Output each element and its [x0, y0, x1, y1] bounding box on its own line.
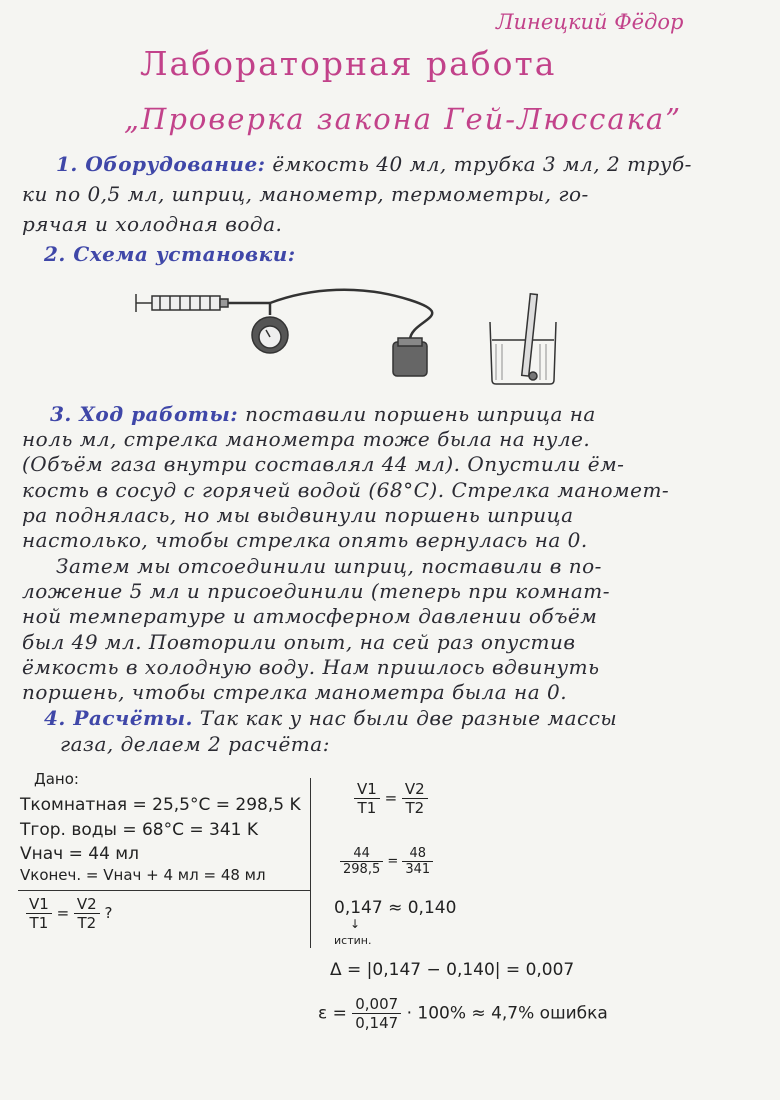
scheme-heading: 2. Схема установки: [44, 242, 296, 266]
title-line-1: Лабораторная работа [140, 44, 557, 83]
solution-formula: $\frac{V1}{T1}$ = $\frac{V2}{T2}$ [354, 780, 428, 817]
procedure-text-2: ноль мл, стрелка манометра тоже была на нуле. [22, 427, 591, 451]
equipment-text-2: ки по 0,5 мл, шприц, манометр, термометры, го- [22, 182, 589, 206]
given-divider [18, 890, 310, 891]
manometer-drawing [252, 303, 288, 353]
procedure-text-1: поставили поршень шприца на [245, 402, 596, 426]
given-v-start: Vнач = 44 мл [20, 844, 139, 864]
procedure-text-4: кость в сосуд с горячей водой (68°С). Стрелка маномет- [22, 478, 670, 502]
procedure-text-12: поршень, чтобы стрелка манометра была на 0. [22, 680, 568, 704]
author-name: Линецкий Фёдор [496, 10, 684, 34]
equipment-heading: 1. Оборудование: [56, 152, 266, 176]
equipment-line-1 [56, 152, 692, 176]
solution-true-label: истин. [334, 934, 372, 947]
given-t-hot: Tгор. воды = 68°C = 341 K [20, 820, 259, 840]
calculations-text-1: Так как у нас были две разные массы [199, 706, 618, 730]
apparatus-diagram [130, 280, 580, 390]
procedure-text-7: Затем мы отсоединили шприц, поставили в по- [56, 554, 602, 578]
solution-epsilon: ε = $\frac{0,007}{0,147}$ · 100% ≈ 4,7% ошибка [318, 995, 608, 1032]
calculations-heading: 4. Расчёты. [44, 706, 194, 730]
calculations-line-1 [44, 706, 617, 730]
title-line-2: „Проверка закона Гей-Люссака” [124, 102, 683, 136]
procedure-text-8: ложение 5 мл и присоединили (теперь при комнат- [22, 579, 610, 603]
procedure-text-11: ёмкость в холодную воду. Нам пришлось вдвинуть [22, 655, 600, 679]
procedure-text-5: ра поднялась, но мы выдвинули поршень шприца [22, 503, 574, 527]
solution-arrow: ↓ [350, 917, 361, 931]
procedure-text-3: (Объём газа внутри составлял 44 мл). Опустили ём- [22, 452, 625, 476]
solution-approx: 0,147 ≈ 0,140 [334, 898, 457, 918]
procedure-text-9: ной температуре и атмосферном давлении объём [22, 604, 598, 628]
given-t-room: Tкомнатная = 25,5°C = 298,5 K [20, 795, 301, 815]
given-v-end: Vконеч. = Vнач + 4 мл = 48 мл [20, 866, 266, 884]
given-label: Дано: [34, 770, 79, 788]
equipment-text-3: рячая и холодная вода. [22, 212, 283, 236]
given-formula: $\frac{V1}{T1}$ = $\frac{V2}{T2}$ ? [26, 895, 112, 932]
given-question: ? [104, 904, 113, 922]
procedure-line-1 [50, 402, 596, 426]
procedure-text-6: настолько, чтобы стрелка опять вернулась на 0. [22, 528, 588, 552]
calculations-text-2: газа, делаем 2 расчёта: [60, 732, 330, 756]
procedure-heading: 3. Ход работы: [50, 402, 239, 426]
given-vertical-divider [310, 778, 311, 948]
solution-delta: Δ = |0,147 − 0,140| = 0,007 [330, 960, 575, 980]
procedure-text-10: был 49 мл. Повторили опыт, на сей раз опустив [22, 630, 576, 654]
equipment-text-1: ёмкость 40 мл, трубка 3 мл, 2 труб- [272, 152, 692, 176]
solution-substitution: $\frac{44}{298,5}$ = $\frac{48}{341}$ [340, 846, 433, 877]
vessel-drawing [393, 338, 427, 376]
beaker-drawing [490, 294, 556, 384]
syringe-drawing [136, 294, 228, 312]
